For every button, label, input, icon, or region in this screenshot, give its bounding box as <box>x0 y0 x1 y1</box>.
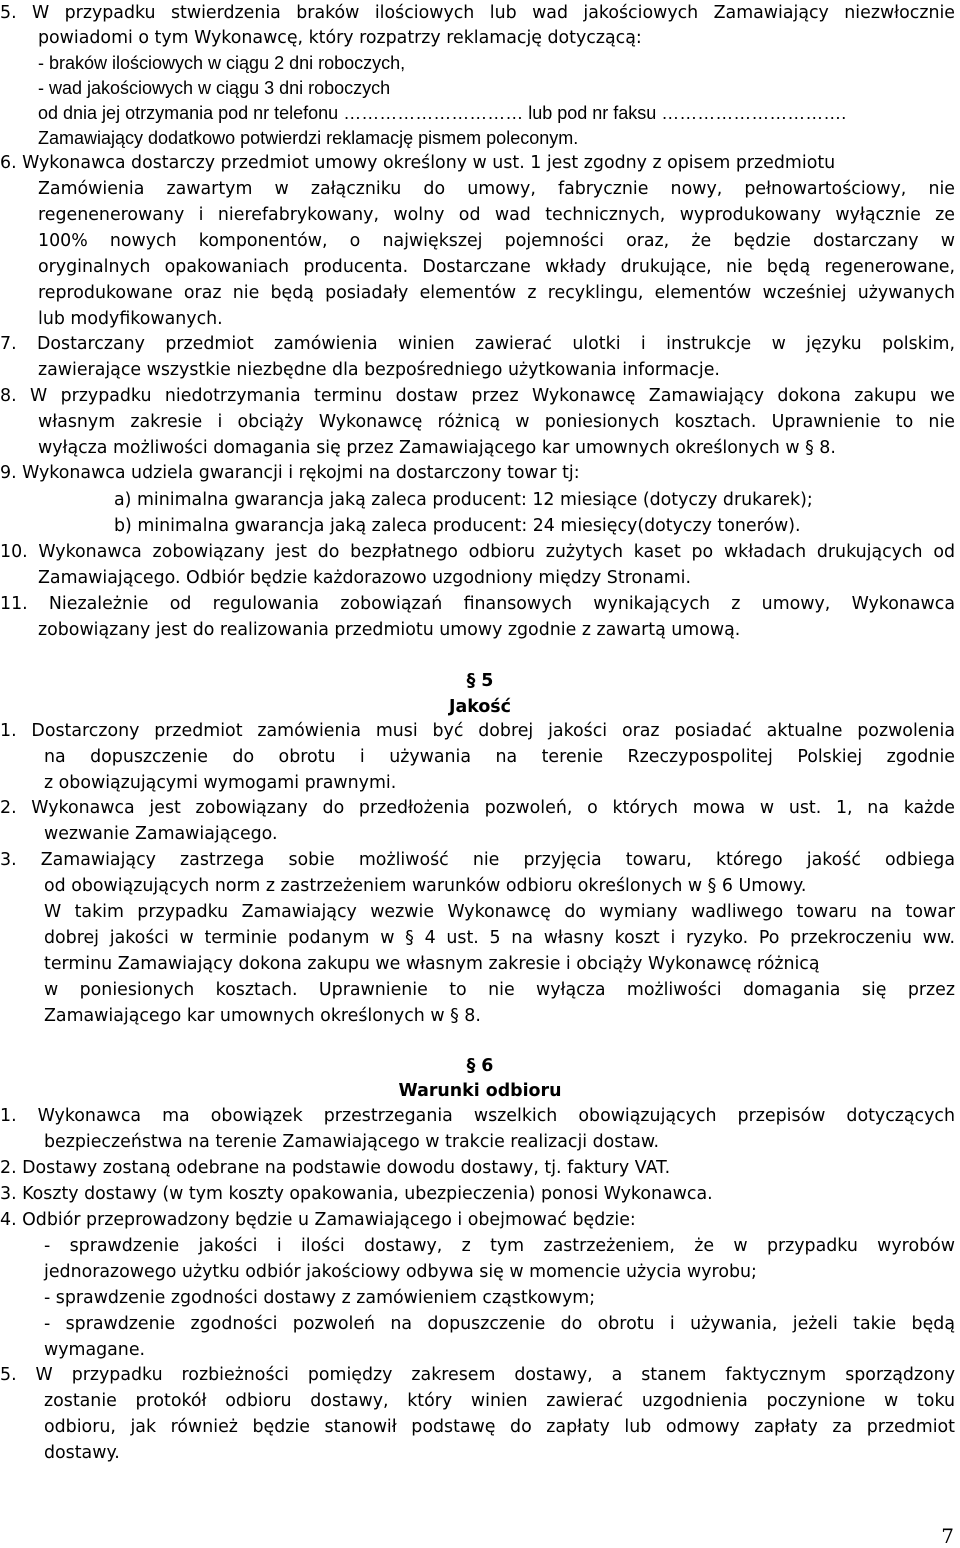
text-line: - sprawdzenie jakości i ilości dostawy, z tym zastrzeżeniem, że w przypadku wyrobów <box>44 1236 955 1256</box>
text-line: na dopuszczenie do obrotu i używania na terenie Rzeczypospolitej Polskiej zgodnie <box>44 747 955 767</box>
text-line: 5. W przypadku rozbieżności pomiędzy zakresem dostawy, a stanem faktycznym sporządzony <box>0 1365 955 1385</box>
text-line: regenenerowany i nierefabrykowany, wolny od wad technicznych, wyprodukowany wyłącznie ze <box>38 205 955 225</box>
text-line: 2. Dostawy zostaną odebrane na podstawie dowodu dostawy, tj. faktury VAT. <box>0 1158 671 1178</box>
text-line: 10. Wykonawca zobowiązany jest do bezpłatnego odbioru zużytych kaset po wkładach drukujących od <box>0 542 955 562</box>
text-line: wyłącza możliwości domagania się przez Zamawiającego kar umownych określonych w § 8. <box>38 438 836 458</box>
text-line: 8. W przypadku niedotrzymania terminu dostaw przez Wykonawcę Zamawiający dokona zakupu we <box>0 386 955 406</box>
text-line: Zamawiający dodatkowo potwierdzi reklamację pismem poleconym. <box>38 128 579 148</box>
text-line: 1. Wykonawca ma obowiązek przestrzegania wszelkich obowiązujących przepisów dotyczących <box>0 1106 955 1126</box>
text-line: terminu Zamawiający dokona zakupu we własnym zakresie i obciąży Wykonawcę różnicą <box>44 954 820 974</box>
text-line: 5. W przypadku stwierdzenia braków ilościowych lub wad jakościowych Zamawiający niezwłocznie <box>0 3 955 23</box>
text-line: zawierające wszystkie niezbędne dla bezpośredniego użytkowania informacje. <box>38 360 720 380</box>
text-line: oryginalnych opakowaniach producenta. Dostarczane wkłady drukujące, nie będą regenerowane, <box>38 257 955 277</box>
text-line: 9. Wykonawca udziela gwarancji i rękojmi na dostarczony towar tj: <box>0 463 580 483</box>
text-line: od obowiązujących norm z zastrzeżeniem warunków odbioru określonych w § 6 Umowy. <box>44 876 807 896</box>
text-line: 3. Koszty dostawy (w tym koszty opakowania, ubezpieczenia) ponosi Wykonawca. <box>0 1184 713 1204</box>
text-line: zostanie protokół odbioru dostawy, który winien zawierać uzgodnienia poczynione w toku <box>44 1391 955 1411</box>
text-line: jednorazowego użytku odbiór jakościowy odbywa się w momencie użycia wyrobu; <box>44 1262 757 1282</box>
text-line: Zamówienia zawartym w załączniku do umowy, fabrycznie nowy, pełnowartościowy, nie <box>38 179 955 199</box>
text-line: bezpieczeństwa na terenie Zamawiającego w trakcie realizacji dostaw. <box>44 1132 660 1152</box>
text-line: od dnia jej otrzymania pod nr telefonu ………………………… lub pod nr faksu …………………………. <box>38 103 847 123</box>
text-line: wezwanie Zamawiającego. <box>44 824 278 844</box>
text-line: - sprawdzenie zgodności pozwoleń na dopuszczenie do obrotu i używania, jeżeli takie będą <box>44 1314 955 1334</box>
text-line: b) minimalna gwarancja jaką zaleca producent: 24 miesięcy(dotyczy tonerów). <box>114 516 801 536</box>
text-line: z obowiązującymi wymogami prawnymi. <box>44 773 397 793</box>
text-line: odbioru, jak również będzie stanowił podstawę do zapłaty lub odmowy zapłaty za przedmiot <box>44 1417 955 1437</box>
text-line: Zamawiającego. Odbiór będzie każdorazowo uzgodniony między Stronami. <box>38 568 692 588</box>
text-line: - braków ilościowych w ciągu 2 dni roboczych, <box>38 53 406 73</box>
text-line: wymagane. <box>44 1340 146 1360</box>
text-line: 3. Zamawiający zastrzega sobie możliwość nie przyjęcia towaru, którego jakość odbiega <box>0 850 955 870</box>
text-line: powiadomi o tym Wykonawcę, który rozpatrzy reklamację dotyczącą: <box>38 28 642 48</box>
section-heading: Warunki odbioru <box>398 1081 562 1101</box>
text-line: reprodukowane oraz nie będą posiadały elementów z recyklingu, elementów wcześniej używanych <box>38 283 955 303</box>
text-line: własnym zakresie i obciąży Wykonawcę różnicą w poniesionych kosztach. Uprawnienie to nie <box>38 412 955 432</box>
text-line: - wad jakościowych w ciągu 3 dni roboczych <box>38 78 391 98</box>
text-line: 7. Dostarczany przedmiot zamówienia winien zawierać ulotki i instrukcje w języku polskim, <box>0 334 955 354</box>
text-line: 6. Wykonawca dostarczy przedmiot umowy określony w ust. 1 jest zgodny z opisem przedmiotu <box>0 153 836 173</box>
text-line: W takim przypadku Zamawiający wezwie Wykonawcę do wymiany wadliwego towaru na towar <box>44 902 955 922</box>
text-line: 4. Odbiór przeprowadzony będzie u Zamawiającego i obejmować będzie: <box>0 1210 636 1230</box>
text-line: dobrej jakości w terminie podanym w § 4 ust. 5 na własny koszt i ryzyko. Po przekroczeniu ww. <box>44 928 955 948</box>
text-line: - sprawdzenie zgodności dostawy z zamówieniem cząstkowym; <box>44 1288 596 1308</box>
text-line: a) minimalna gwarancja jaką zaleca producent: 12 miesiące (dotyczy drukarek); <box>114 490 813 510</box>
text-line: w poniesionych kosztach. Uprawnienie to nie wyłącza możliwości domagania się przez <box>44 980 955 1000</box>
text-line: lub modyfikowanych. <box>38 309 223 329</box>
page-number: 7 <box>941 1524 954 1548</box>
text-line: zobowiązany jest do realizowania przedmiotu umowy zgodnie z zawartą umową. <box>38 620 741 640</box>
section-heading: Jakość <box>449 697 511 717</box>
text-line: 11. Niezależnie od regulowania zobowiązań finansowych wynikających z umowy, Wykonawca <box>0 594 955 614</box>
text-line: 1. Dostarczony przedmiot zamówienia musi być dobrej jakości oraz posiadać aktualne pozwolenia <box>0 721 955 741</box>
text-line: Zamawiającego kar umownych określonych w § 8. <box>44 1006 481 1026</box>
section-heading: § 5 <box>466 671 494 691</box>
section-heading: § 6 <box>466 1056 494 1076</box>
text-line: 2. Wykonawca jest zobowiązany do przedłożenia pozwoleń, o których mowa w ust. 1, na każde <box>0 798 955 818</box>
text-line: dostawy. <box>44 1443 120 1463</box>
text-line: 100% nowych komponentów, o największej pojemności oraz, że będzie dostarczany w <box>38 231 955 251</box>
